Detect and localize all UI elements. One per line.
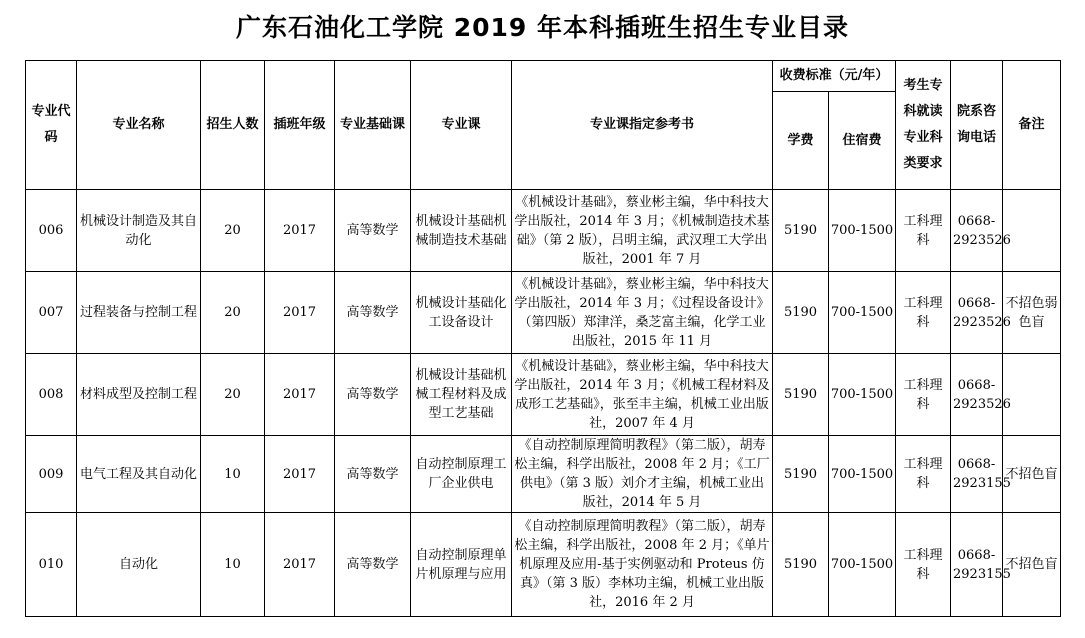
cell-req bbox=[896, 190, 951, 272]
cell-books bbox=[512, 190, 773, 272]
cell-note-text: 不招色盲 bbox=[1005, 466, 1058, 482]
header-course-text: 专业课 bbox=[441, 117, 481, 132]
cell-lodging: 700-1500 bbox=[829, 272, 896, 354]
header-books bbox=[512, 61, 773, 190]
cell-name bbox=[77, 272, 201, 354]
cell-course-text: 自动控制原理工厂企业供电 bbox=[415, 457, 507, 491]
cell-grade: 2017 bbox=[265, 272, 335, 354]
cell-basic: 高等数学 bbox=[335, 190, 411, 272]
cell-phone-text: 0668-2923526 bbox=[953, 213, 1011, 248]
cell-name bbox=[77, 513, 201, 617]
cell-basic: 高等数学 bbox=[335, 272, 411, 354]
table-row bbox=[26, 354, 1061, 436]
cell-course bbox=[411, 272, 512, 354]
cell-name-text: 机械设计制造及其自动化 bbox=[79, 213, 197, 248]
header-fee bbox=[773, 61, 896, 92]
cell-grade: 2017 bbox=[265, 436, 335, 513]
cell-count: 10 bbox=[201, 436, 265, 513]
header-grade bbox=[265, 61, 335, 190]
cell-name-text: 材料成型及控制工程 bbox=[79, 387, 197, 402]
cell-phone bbox=[951, 436, 1011, 513]
cell-books-text: 《机械设计基础》，蔡业彬主编，华中科技大学出版社，2014 年 3 月；《过程设备设计》（第四版）郑津洋，桑芝富主编，化学工业出版社，2015 年 11 月 bbox=[514, 276, 770, 349]
cell-course bbox=[411, 190, 512, 272]
cell-books bbox=[512, 272, 773, 354]
cell-tuition: 5190 bbox=[773, 190, 829, 272]
cell-basic: 高等数学 bbox=[335, 436, 411, 513]
cell-note bbox=[1003, 272, 1061, 354]
cell-name-text: 电气工程及其自动化 bbox=[79, 466, 197, 482]
cell-req-text: 工科理科 bbox=[903, 547, 943, 582]
cell-lodging: 700-1500 bbox=[829, 354, 896, 436]
cell-course bbox=[411, 513, 512, 617]
cell-code: 006 bbox=[26, 190, 77, 272]
cell-tuition: 5190 bbox=[773, 513, 829, 617]
table-row bbox=[26, 513, 1061, 617]
cell-note-text: 不招色盲 bbox=[1005, 557, 1058, 572]
header-basic-text: 专业基础课 bbox=[339, 117, 405, 132]
cell-req bbox=[896, 272, 951, 354]
cell-note bbox=[1003, 436, 1061, 513]
cell-books-text: 《自动控制原理简明教程》（第二版），胡寿松主编，科学出版社，2008 年 2 月；《单片机原理及应用-基于实例驱动和 Proteus 仿真》（第 3 版）李林功主编，机械工业出版社，2016 年 2 月 bbox=[514, 519, 770, 610]
header-books-text: 专业课指定参考书 bbox=[589, 117, 694, 132]
cell-course-text: 自动控制原理单片机原理与应用 bbox=[415, 547, 507, 582]
cell-phone bbox=[951, 190, 1011, 272]
cell-req bbox=[896, 354, 951, 436]
cell-phone bbox=[951, 513, 1011, 617]
cell-name bbox=[77, 190, 201, 272]
cell-tuition: 5190 bbox=[773, 436, 829, 513]
cell-lodging: 700-1500 bbox=[829, 190, 896, 272]
cell-books bbox=[512, 354, 773, 436]
cell-note bbox=[1003, 513, 1061, 617]
cell-course-text: 机械设计基础机械工程材料及成型工艺基础 bbox=[415, 368, 507, 421]
cell-req-text: 工科理科 bbox=[903, 377, 943, 412]
table-row bbox=[26, 436, 1061, 513]
cell-grade: 2017 bbox=[265, 354, 335, 436]
header-tuition-text: 学费 bbox=[787, 132, 814, 148]
cell-tuition: 5190 bbox=[773, 354, 829, 436]
cell-course-text: 机械设计基础机械制造技术基础 bbox=[415, 213, 507, 248]
cell-phone bbox=[951, 272, 1011, 354]
header-name bbox=[77, 61, 201, 190]
cell-course bbox=[411, 436, 512, 513]
cell-books-text: 《自动控制原理简明教程》（第二版），胡寿松主编，科学出版社，2008 年 2 月；《工厂供电》（第 3 版）刘介才主编，机械工业出版社，2014 年 5 月 bbox=[514, 438, 770, 510]
cell-req-text: 工科理科 bbox=[903, 457, 943, 491]
table-row bbox=[26, 272, 1061, 354]
cell-code: 009 bbox=[26, 436, 77, 513]
cell-phone bbox=[951, 354, 1011, 436]
header-code bbox=[26, 61, 77, 190]
header-lodging-text: 住宿费 bbox=[842, 132, 882, 148]
cell-basic: 高等数学 bbox=[335, 354, 411, 436]
cell-name-text: 自动化 bbox=[118, 557, 158, 572]
header-count bbox=[201, 61, 265, 190]
header-basic bbox=[335, 61, 411, 190]
header-code-text: 专业代码 bbox=[31, 104, 71, 145]
cell-phone-text: 0668-2923526 bbox=[953, 295, 1011, 330]
catalog-table bbox=[25, 60, 1061, 617]
cell-req bbox=[896, 436, 951, 513]
header-phone bbox=[951, 61, 1003, 190]
cell-name bbox=[77, 436, 201, 513]
page-title: 广东石油化工学院 2019 年本科插班生招生专业目录 bbox=[236, 13, 849, 42]
cell-count: 10 bbox=[201, 513, 265, 617]
cell-basic: 高等数学 bbox=[335, 513, 411, 617]
header-phone-text: 院系咨询电话 bbox=[956, 104, 996, 145]
cell-books bbox=[512, 513, 773, 617]
cell-books-text: 《机械设计基础》，蔡业彬主编，华中科技大学出版社，2014 年 3 月；《机械工程材料及成形工艺基础》，张至丰主编，机械工业出版社，2007 年 4 月 bbox=[514, 358, 770, 431]
cell-books-text: 《机械设计基础》，蔡业彬主编，华中科技大学出版社，2014 年 3 月；《机械制造技术基础》（第 2 版），吕明主编，武汉理工大学出版社，2001 年 7 月 bbox=[514, 194, 770, 267]
header-req bbox=[896, 61, 951, 190]
cell-req bbox=[896, 513, 951, 617]
cell-lodging: 700-1500 bbox=[829, 513, 896, 617]
cell-phone-text: 0668-2923526 bbox=[953, 377, 1011, 412]
header-tuition bbox=[773, 92, 829, 190]
cell-course bbox=[411, 354, 512, 436]
header-count-text: 招生人数 bbox=[206, 117, 259, 132]
header-grade-text: 插班年级 bbox=[273, 117, 326, 132]
table-row bbox=[26, 190, 1061, 272]
header-name-text: 专业名称 bbox=[112, 117, 165, 132]
cell-tuition: 5190 bbox=[773, 272, 829, 354]
cell-name-text: 过程装备与控制工程 bbox=[79, 305, 197, 320]
cell-phone-text: 0668-2923155 bbox=[953, 457, 1011, 491]
header-course bbox=[411, 61, 512, 190]
header-lodging bbox=[829, 92, 896, 190]
cell-req-text: 工科理科 bbox=[903, 213, 943, 248]
cell-phone-text: 0668-2923155 bbox=[953, 547, 1011, 582]
cell-grade: 2017 bbox=[265, 190, 335, 272]
header-note bbox=[1003, 61, 1061, 190]
cell-count: 20 bbox=[201, 272, 265, 354]
header-note-text: 备注 bbox=[1018, 117, 1045, 132]
cell-books bbox=[512, 436, 773, 513]
cell-req-text: 工科理科 bbox=[903, 295, 943, 330]
cell-code: 010 bbox=[26, 513, 77, 617]
cell-count: 20 bbox=[201, 190, 265, 272]
cell-note bbox=[1003, 354, 1061, 436]
cell-code: 007 bbox=[26, 272, 77, 354]
cell-lodging: 700-1500 bbox=[829, 436, 896, 513]
header-req-text: 考生专科就读专业科类要求 bbox=[903, 78, 943, 171]
cell-count: 20 bbox=[201, 354, 265, 436]
cell-course-text: 机械设计基础化工设备设计 bbox=[415, 295, 507, 330]
header-fee-text: 收费标准（元/年） bbox=[779, 68, 889, 83]
cell-code: 008 bbox=[26, 354, 77, 436]
cell-note bbox=[1003, 190, 1061, 272]
cell-name bbox=[77, 354, 201, 436]
cell-note-text: 不招色弱色盲 bbox=[1005, 295, 1058, 330]
cell-grade: 2017 bbox=[265, 513, 335, 617]
